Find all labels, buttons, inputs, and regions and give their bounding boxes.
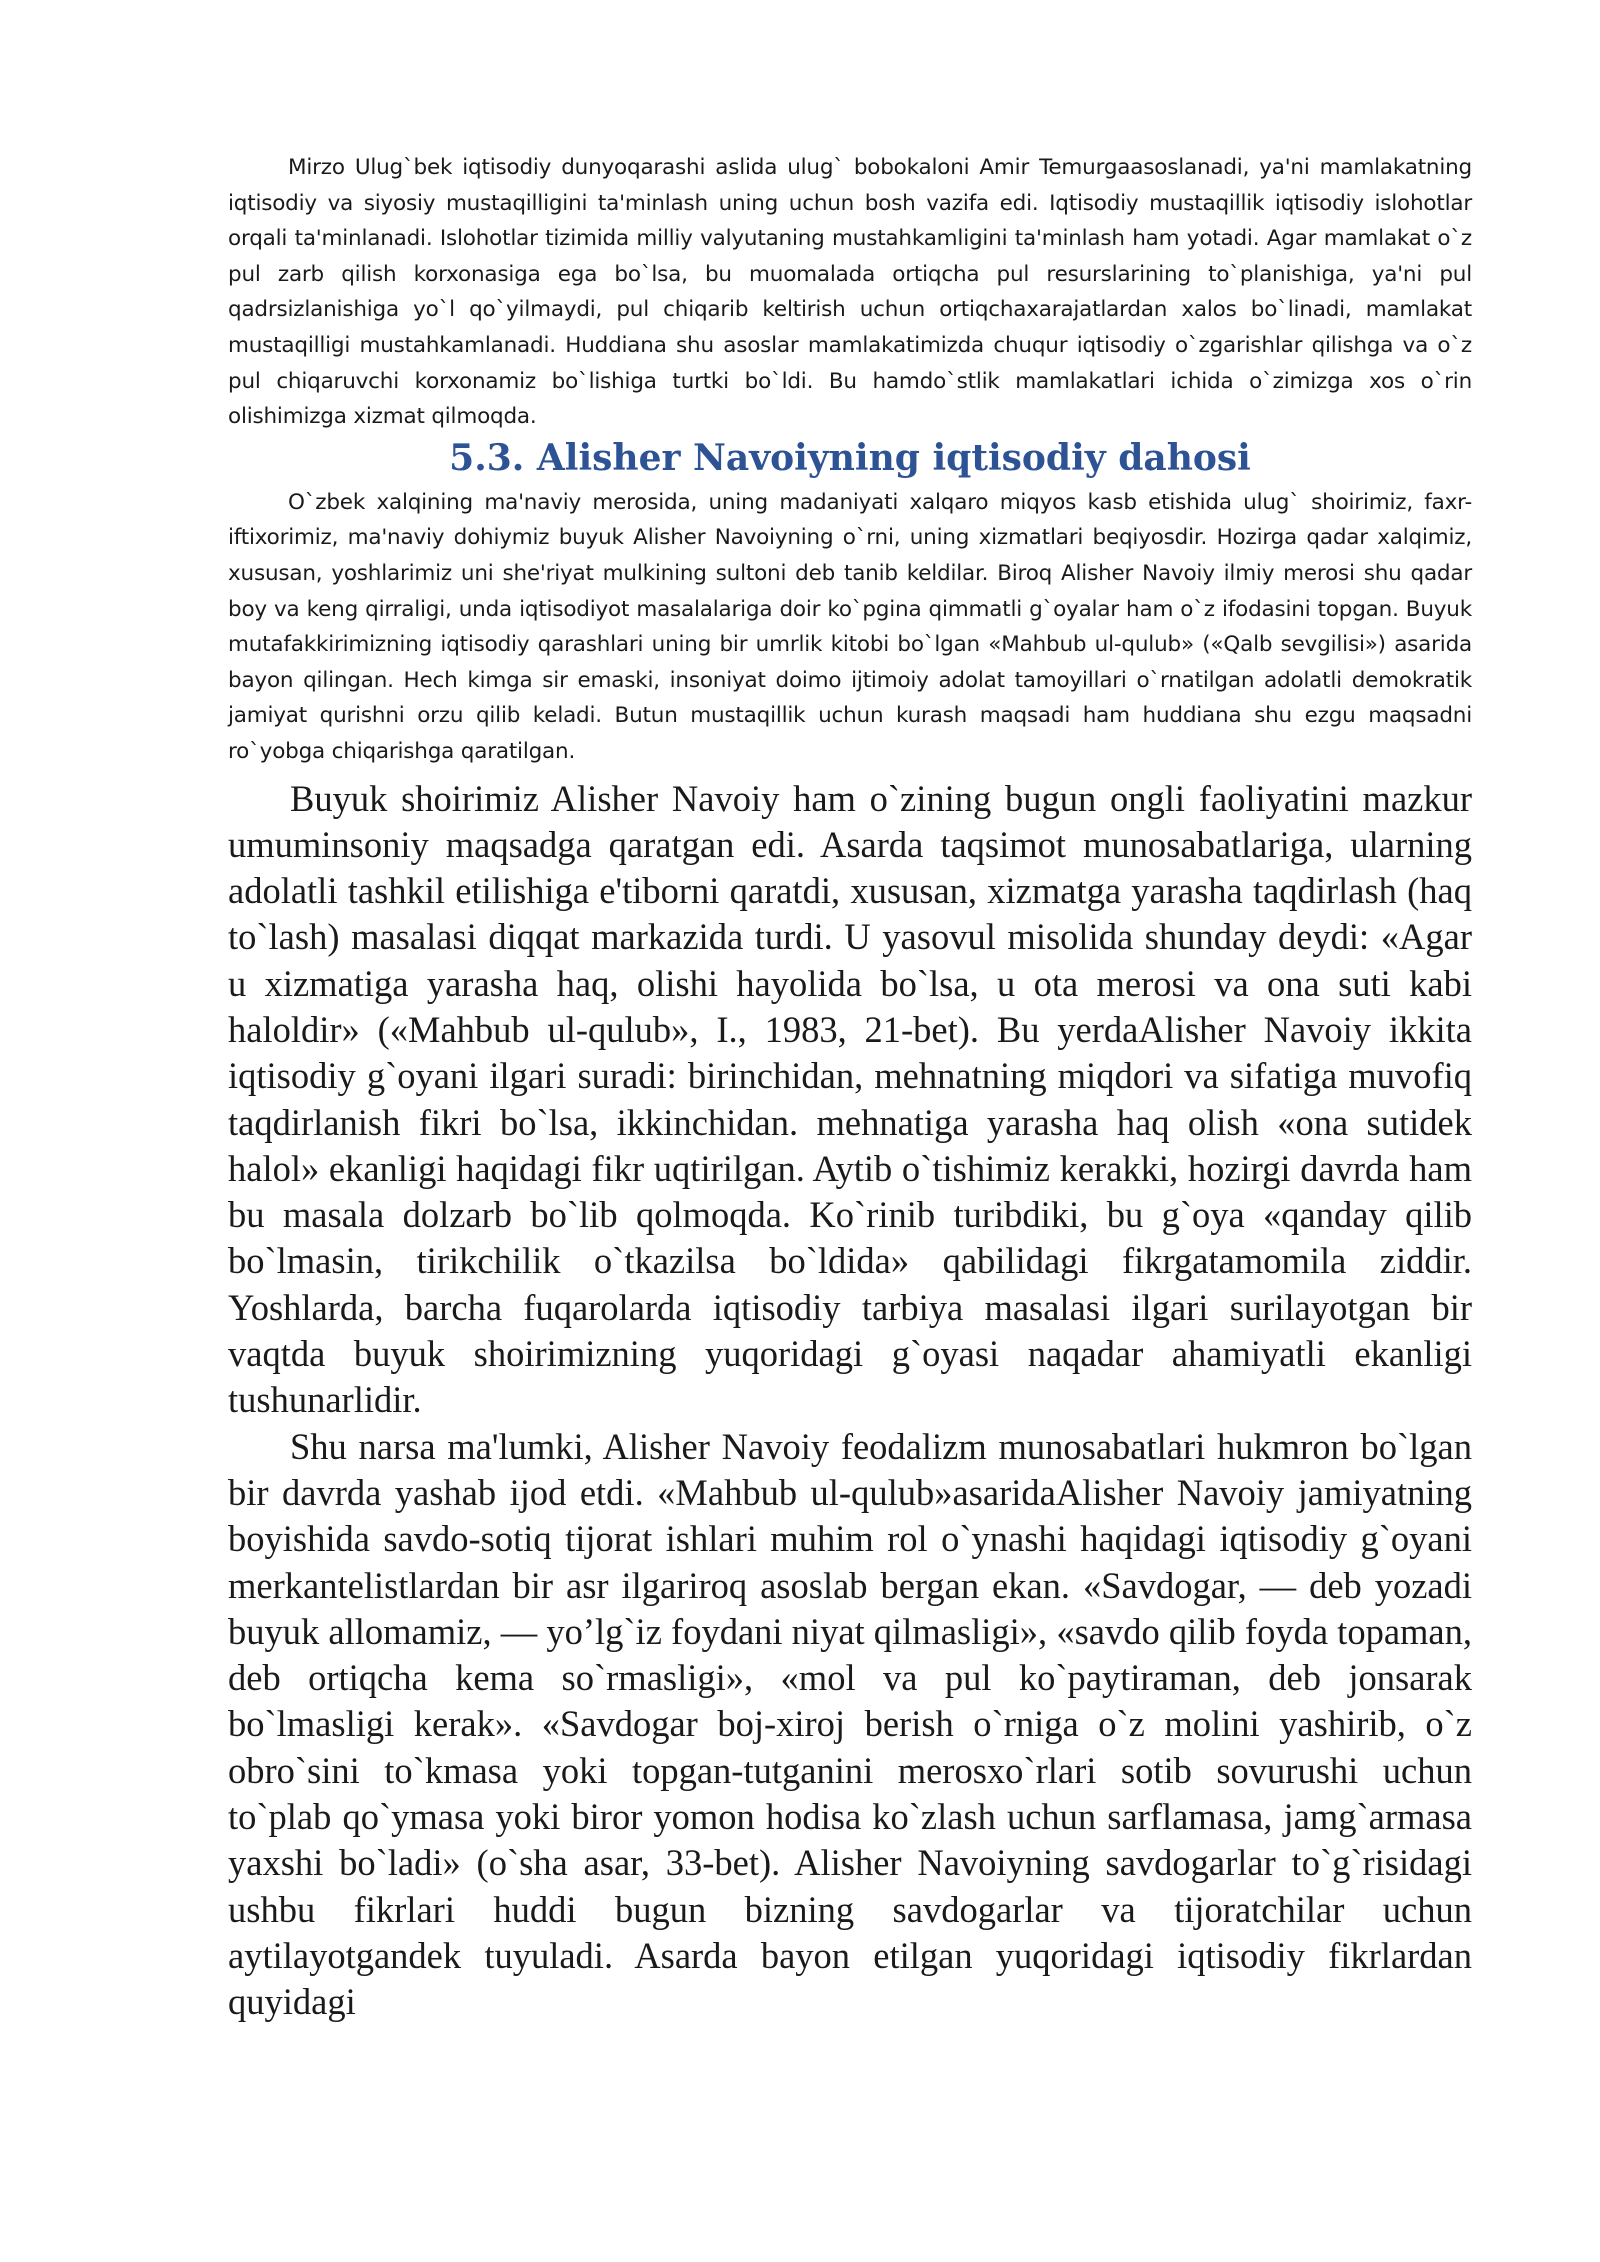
paragraph-navoiy-distribution: Buyuk shoirimiz Alisher Navoiy ham o`zining bugun ongli faoliyatini mazkur umuminsoniy maqsadga qaratgan edi. Asarda taqsimot munosabatlariga, ularning adolatli tashkil etilishiga e'tiborni qaratdi, xususan, xizmatga yarasha taqdirlash (haq to`lash) masalasi diqqat markazida turdi. U yasovul misolida shunday deydi: «Agar u xizmatiga yarasha haq, olishi hayolida bo`lsa, u ota merosi va ona suti kabi haloldir» («Mahbub ul-qulub», I., 1983, 21-bet). Bu yerdaAlisher Navoiy ikkita iqtisodiy g`oyani ilgari suradi: birinchidan, mehnatning miqdori va sifatiga muvofiq taqdirlanish fikri bo`lsa, ikkinchidan. mehnatiga yarasha haq olish «ona sutidek halol» ekanligi haqidagi fikr uqtirilgan. Aytib o`tishimiz kerakki, hozirgi davrda ham bu masala dolzarb bo`lib qolmoqda. Ko`rinib turibdiki, bu g`oya «qanday qilib bo`lmasin, tirikchilik o`tkazilsa bo`ldida» qabilidagi fikrgatamomila ziddir. Yoshlarda, barcha fuqarolarda iqtisodiy tarbiya masalasi ilgari surilayotgan bir vaqtda buyuk shoirimizning yuqoridagi g`oyasi naqadar ahamiyatli ekanligi tushunarlidir. bbox=[228, 777, 1472, 1421]
document-page bbox=[228, 150, 1472, 2026]
paragraph-ulugbek-economics: Mirzo Ulug`bek iqtisodiy dunyoqarashi aslida ulug` bobokaloni Amir Temurgaasoslanadi, ya'ni mamlakatning iqtisodiy va siyosiy mustaqilligini ta'minlash uning uchun bosh vazifa edi. Iqtisodiy mustaqillik iqtisodiy islohotlar orqali ta'minlanadi. Islohotlar tizimida milliy valyutaning mustahkamligini ta'minlash ham yotadi. Agar mamlakat o`z pul zarb qilish korxonasiga ega bo`lsa, bu muomalada ortiqcha pul resurslarining to`planishiga, ya'ni pul qadrsizlanishiga yo`l qo`yilmaydi, pul chiqarib keltirish uchun ortiqchaxarajatlardan xalos bo`linadi, mamlakat mustaqilligi mustahkamlanadi. Huddiana shu asoslar mamlakatimizda chuqur iqtisodiy o`zgarishlar qilishga va o`z pul chiqaruvchi korxonamiz bo`lishiga turtki bo`ldi. Bu hamdo`stlik mamlakatlari ichida o`zimizga xos o`rin olishimizga xizmat qilmoqda. bbox=[228, 155, 1472, 430]
paragraph-navoiy-intro: O`zbek xalqining ma'naviy merosida, uning madaniyati xalqaro miqyos kasb etishida ulug` shoirimiz, faxr-iftixorimiz, ma'naviy dohiymiz buyuk Alisher Navoiyning o`rni, uning xizmatlari beqiyosdir. Hozirga qadar xalqimiz, xususan, yoshlarimiz uni she'riyat mulkining sultoni deb tanib keldilar. Biroq Alisher Navoiy ilmiy merosi shu qadar boy va keng qirraligi, unda iqtisodiyot masalalariga doir ko`pgina qimmatli g`oyalar ham o`z ifodasini topgan. Buyuk mutafakkirimizning iqtisodiy qarashlari uning bir umrlik kitobi bo`lgan «Mahbub ul-qulub» («Qalb sevgilisi») asarida bayon qilingan. Hech kimga sir emaski, insoniyat doimo ijtimoiy adolat tamoyillari o`rnatilgan adolatli demokratik jamiyat qurishni orzu qilib keladi. Butun mustaqillik uchun kurash maqsadi ham huddiana shu ezgu maqsadni ro`yobga chiqarishga qaratilgan. bbox=[228, 489, 1472, 764]
section-heading: 5.3. Alisher Navoiyning iqtisodiy dahosi bbox=[449, 436, 1251, 479]
paragraph-navoiy-trade: Shu narsa ma'lumki, Alisher Navoiy feodalizm munosabatlari hukmron bo`lgan bir davrda yashab ijod etdi. «Mahbub ul-qulub»asaridaAlisher Navoiy jamiyatning boyishida savdo-sotiq tijorat ishlari muhim rol o`ynashi haqidagi iqtisodiy g`oyani merkantelistlardan bir asr ilgariroq asoslab bergan ekan. «Savdogar, — deb yozadi buyuk allomamiz, — yo’lg`iz foydani niyat qilmasligi», «savdo qilib foyda topaman, deb ortiqcha kema so`rmasligi», «mol va pul ko`paytiraman, deb jonsarak bo`lmasligi kerak». «Savdogar boj-xiroj berish o`rniga o`z molini yashirib, o`z obro`sini to`kmasa yoki topgan-tutganini merosxo`rlari sotib sovurushi uchun to`plab qo`ymasa yoki biror yomon hodisa ko`zlash uchun sarflamasa, jamg`armasa yaxshi bo`ladi» (o`sha asar, 33-bet). Alisher Navoiyning savdogarlar to`g`risidagi ushbu fikrlari huddi bugun bizning savdogarlar va tijoratchilar uchun aytilayotgandek tuyuladi. Asarda bayon etilgan yuqoridagi iqtisodiy fikrlardan quyidagi bbox=[228, 1425, 1472, 2023]
